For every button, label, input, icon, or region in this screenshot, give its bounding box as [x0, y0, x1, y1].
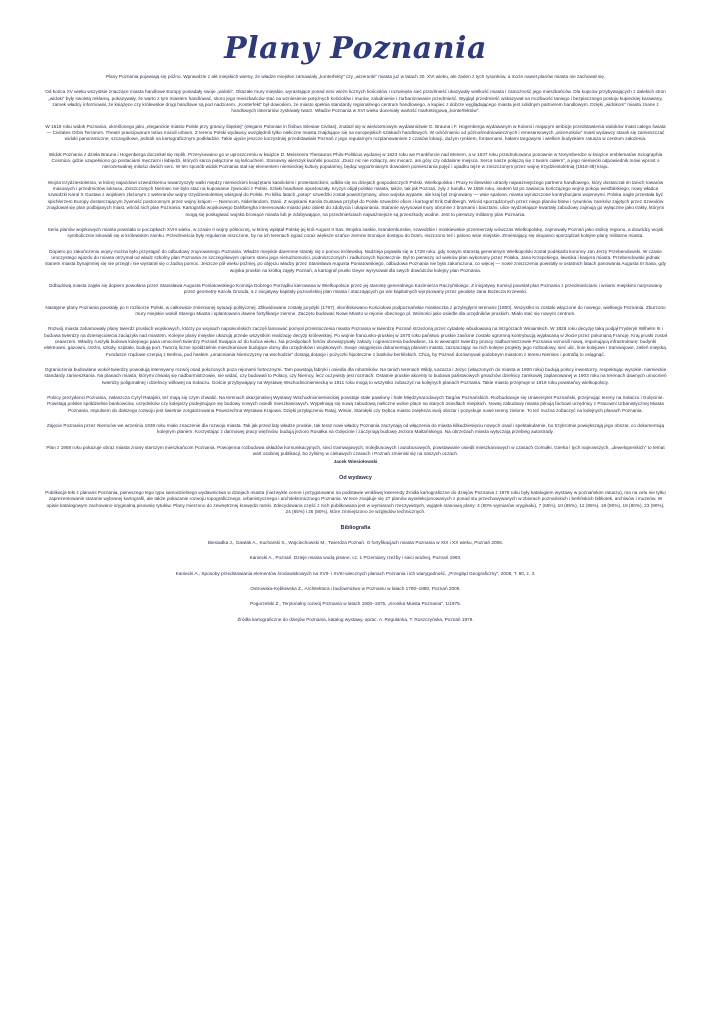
paragraph: Następne plany Poznania powstały po II rozbiorze Polski, w całkowicie zmienionej sytuacji politycznej. Zlikwidowane zostały jurydyki (1797), skonfiskowano Kościołowi podpoznańskie miasteczka z przyległymi terenami (1800). Wszystko to zostało włączone do nowego, wielkiego Poznania. Zburzono mury miejskie wokół Starego Miasta i splantowano dawne fortyfikacje ziemne. Zaczęto budować Nowe Miasto w rejonie obecnego pl. Wolności jako osiedle dla urzędników pruskich. Miało stać się nowym centrum.	[45, 304, 666, 316]
paragraph: Seria planów wojskowych miasta powstała w początkach XVIII wieku, w czasie II wojny północnej, w której wplątał Polskę jej król August II Sas. Wojska saskie, brandenburskie, szwedzkie i moskiewskie przemierzały wówczas Wielkopolskę, zajmowały Poznań jako stolicę regionu, a dowódcy wojsk symbolicznie lokowali się w królewskim zamku. Przedmieścia były regularnie niszczone, by na ich terenach sypać coraz większe szańce ziemne broniące dostępu do bram, niszczono też i palono wsie miejskie. Zmieniający się okupanci sporządzali kolejne plany militarne miasta.	[47, 226, 664, 239]
publisher-note: Publikacja teki z planami Poznania, pierwszego tego typu samodzielnego wydawnictwa w dziejach miasta (niezwykle cenne i przygotowane na podstawie wnikliwej kwerendy Źródła kartograficzne do dziejów Poznania z 1978 roku były katalogiem wystawy w poznańskim ratuszu), ma na celu nie tylko zaprezentowanie staranie wybranej kartografii, ale także pokazanie rozwoju topograficznego, urbanistycznego i architektonicznego Poznania. W tece znajduje się 27 planów wyselekcjonowanych z ponad stu przechowywanych w zbiorach poznańskich i berlińskich bibliotek, archiwów i muzeów. W opisie katalogowym zachowano oryginalną pisownię tytułów. Plany mierzono do zewnętrznej krawędzi ramki. Zdecydowana część z nich publikowana jest w wymiarach rzeczywistych, wyjątek stanowią plany: 4 (90% wymiarów oryginału), 7 (65%), 10 (85%), 12 (95%), 18 (80%), 19 (80%), 23 (90%), 24 (85%) i 26 (80%), które zmniejszono ze względów technicznych.	[45, 490, 666, 515]
paragraph: Widok Poznania z dzieła Brauna i Hogenberga doczekał się replik. Przerysowano go w uproszczeniu w książce D. Meissnera Thesaurus Philo-Politicus wydanej w 1623 roku we Frankfurcie nad Menem, a w 1637 roku przedrukowano ponownie w Norymberdze w książce emblematów Sciographia Cosmica, gdzie uzupełniono go postaciami męczarni i łabiędzi, których sarca połączone są łańcuchem. Stosowny wierszyk łaciński poucza: „Dusz nic nie rozłączy, ani mocarz, ani góry czy oddalone miejsca. Serca nasze połączą się z twoim ciałem”, a jego niemiecki odpowiednik mówi wprost o nierozerwalnej miłości dwóch serc. W ten sposób widok Poznania stał się elementem niemieckiej kultury popularnej, będąc wypomnianym dowodem pomieszania pojęć i upadku tejże w zniszczonym przez wojnę trzydziestoletnią (1618-48) kraju.	[48, 151, 663, 170]
paragraph: Wojna trzydziestoletnia, w której najazdowi szwedzkiemu towarzyszyły walki między niemieckimi książętami katolickimi i protestanckimi, odbiła się na dziejach gospodarczych Polski. Wielkopolska i Prusy Królewskie utraciły najważniejszego partnera handlowego, który dostarczał im tanich towarów masowych i przedmiotów luksusu. Zniszczonych Niemiec nie było stać na kupowanie żywności z Polski. Szlaki handlowe opustoszały. Kryzys objął polskie miasta, także, tak jak Poznań, żyły z handlu. W 1655 roku, siedem lat po zawarciu kończącego wojnę pokoju westfalskiego, nowy władca szwedzki Karol X Gustaw z wojskiem złożonym z weteranów wojny trzydziestoletniej wtargnął do Polski. Po kilku latach „potop” szwedzki został powstrzymany, obce wojska wyparte, ale kraj był zrujnowany — wsie spalone, miasta wyniszczone kontrybucjami wojennymi. Polska nagle przestała być spichlerzem Europy dostarczającym żywność postoronnym przez wojny krajom — Niemcom, Niderlandom, Danii. Z wojskami Karola Gustawa przybył do Polski szwedzki oficer i kartograf Erik Dahlbergh. Wśród sporządzonych przez niego planów bitew i rysunków zamków zajętych przez Szwedów znajdował się plan podbijanych miast, wśród nich plan Poznania. Kartografia wojskowego Dahlbergha interesowało miasto jako obiekt do zdobycia i ukaponania. Staranie wyrysował mury obronne z bramami i basztami, ulice wydzielające kwartały zabudowy zajmują go wyłącznie jako trakty, którymi mogą się posługiwać wojska broniące miasta lub je zdobywające, na przedmieściach najważniejsze są przeszkody wodne. Jest to pierwszy militarny plan Poznania.	[46, 179, 665, 217]
paragraph: Od końca XV wieku wszystkie znaczące miasta handlowe Europy posiadały swoje „widoki”. Okazałe mury miejskie, wyrastające ponad nimi wieże licznych kościołów i rozwinięta sieć przedmieść ukazywały wielkość miasta i zamożność jego mieszkańców. Dla kupców przybywających z dalekich stron „widoki” były swoistą reklamą, pokazywały, że warto z tym miastem handlować, skoro jego mieszkańców stać na wzniesienie potężnych kościołów i murów, zaludnienie i zurbanizowanie przedmieść. Wygląd przedmieść wskazywał na możliwość taniego i bezpiecznego postoju kupieckiej karawany, zamek władcy informował, że książęce czy królewskie drogi handlowe są pod nadzorem. „Konterfekt” był dowodem, że miasto spełnia standardy regionalnego centrum handlowego, a kupiec z dobrze wyglądającego miasta jest solidnym partnerem handlowym. Dzięki „widokom” miasta znane z handlowych itinerariów zyskiwały twarz. Władze Poznania w XVI wieku doceniały wartość marketingową „konterfektów”.	[45, 89, 666, 114]
paragraph: Dopiero po zakończeniu wojny można było przystąpić do odbudowy zrujnowanego Poznania. Władze miejskie daremnie starały się o pomoc królewską. Nadzieja pojawiła się w 1728 roku, gdy nowym starostą generalnym Wielkopolski został podskarbi koronny Jan Jerzy Przebendowski. W czasie uroczystego wjazdu do miasta otrzymał od władz szkolny plan Poznania ze szczegółowym opisem stanu jego nieruchomości, podniszczonych i zadłużonych hipotecznie. Był to pierwszy od wieków plan wykonany przez Polaka, Jana Krzepckiego, ławnika i kasjera miasta. Przebendowski jednak stanem miasta bynajmniej się nie przejął i nie wystarał się o żadną pomoc. Jeszcze pół wieku później, po objęciu władzy przez Stanisława Augusta Poniatowskiego, odbudowa Poznania nie była zakończona, co więcej — nowe zniszczenia powstały w ostatnich latach panowania Augusta III Sasa, gdy wojska pruskie na krótką zajęły Poznań, a kartograf pruski Geyer wyrysował dla swych dowódców kolejny plan Poznania.	[45, 248, 666, 273]
paragraph: Ograniczenia budowlane wokół twierdzy powodują intensywny rozwój osad położonych poza rejonami fortecznymi. Tam powstają fabryki i osiedla dla robotników. Na tanich terenach Wildy, Łazarza i Jeżyc (włączonych do miasta w 1900 roku) budują polscy inwestorzy, respektując wysokie, niemieckie standardy zamieszkania. Na planach miasta, którymi chwalą się nadburmistrzowie, nie widać, czy budowali to Polacy, czy Niemcy, lecz oczywisty jest rozmach. Ostatnie pruskie akcenty to budowa państwowych gmachów dzielnicy zamkowej zaplanowanej w 1903 roku na terenach dawnych umocnień twierdzy poligonalnej i dzielnicy willowej na Sołaczu. Goście przybywający na Wystawę Wschodnioniemiecką w 1911 roku mogą to wszystko zobaczyć na kolejnych planach Poznania. Takie miasto przejmuje w 1918 roku powstańcy wielkopolscy.	[44, 367, 667, 385]
paragraph: Plan z 1958 roku pokazuje obraz miasta znany starszym mieszkańcom Poznania. Powojenna rozbudowa układów komunikacyjnych, sieci tramwajowych, trolejbusowych i autobusowych, powstawanie osiedli mieszkaniowych w czasach Gomułki, Gierka i tych najnowszych, „deweloperskich” to temat wart osobnej publikacji, bo żyliśmy w ciekawych czasach i Poznań zmieniał się na naszych oczach.	[46, 444, 665, 457]
bibliography-entry: Pogorzelski Z., Terytorialny rozwój Poznania w latach 1900–1975, „Kronika Miasta Poznania”, 1/1975.	[250, 601, 461, 607]
page-title: Plany Poznania	[224, 31, 487, 66]
bibliography-entry: Kaniecki A., Sposoby przedstawiania elementów środowiskowych na XVII- i XVIII-wiecznych planach Poznania i ich wiarygodność, „Przegląd Geograficzny”, 2008, T. 80, z. 3.	[175, 570, 536, 576]
paragraph: Rozwój miasta zahamowały plany twierdz pruskich wojskowych, którzy po wojnach napoleońskich zaczęli lansować pomysł przeistoczenia miasta Poznania w twierdzę Poznań strzeżoną przez cytadelę wbudowaną na Wzgórzach Winiarskich. W 1828 roku decyzję taką podjął Fryderyk Wilhelm III i budowa twierdzy na dziesięciolecia zaciążyła nad miastem. Kolejne plany miejskie ukazują przede wszystkim realizację decyzji królewskiej. Po wojnie francusko-pruskiej w 1870 roku państwo pruskie zasilone zostało ogromną kontrybucją wypłacaną w złocie przez pokonaną Francję. Kraj pruski został ceaarzem. Władzy ruszyła budowa kolejnego pasa umocnień twierdzy Poznań trwająca aż do końca wieku. Na przedpolach fortów obowiązywały zakazy i ograniczenia budowlane, za to wewnątrz twierdzy pruscy nadburmistrzowie Poznania wznosili nową, imponującą infrastrukturę: budynki elektrowni, gazowni, rzeźni, szkoły, szpitale, budują port. Tworzą liczne spółdzielnie mieszkaniowe budujące domy dla urzędników i wojskowych. Swoje osiągnięcia dokumentują planami miasta, zaznaczając na nich kolejne projekty jego rozbudowy, sieć ulic, linie kolejowe i tramwajowe, zieleń miejską. Fundusze rządowe czerpią z Berlina, pod hasłem „umacniania Niemczyzny na wschodzie” dostają dotacje i pożyczki hipoteczne z banków berlińskich. Chcą, by Poznań dorównywał podobnym miastom z terenu Niemiec i potrafią to osiągnąć.	[44, 326, 667, 357]
paragraph: Odbudową miasta zajęła się dopiero powołana przez Stanisława Augusta Poniatowskiego Komisja Dobrego Porządku kierowana w Wielkopolsce przez jej starostę generalnego Kazimierza Raczyńskiego. Z inicjatywy Komisji powstał plan Poznania z przedmieściami i wsiami miejskimi narysowany przez geometrę Karola Grunda, a z inicjatywy kapituły poznańskiej plan miasta i otaczających go wsi kapitulnych wyrysowany przez geodetę Jana Bożecza Krzewski.	[48, 282, 663, 295]
document-body	[44, 74, 667, 632]
bibliography-heading: Bibliografia	[340, 524, 371, 531]
paragraph: W 1618 roku widok Poznania, określonego jako „eleganckie miasto Polski przy granicy śląskiej” (elegans Poloniae in finibus Silesiae Civitas), znalazł się w wielotomowym wydawnictwie G. Brauna i F. Hogenberga wydawanym w Kolonii i mającym ambicje przedstawienia widoków miast całego świata — Civitates Orbis Terrarum. Theatri praecipuarum totius mundi urbium. Z terenu Polski wydawcy uwzględnili tylko nieliczne miasta znajdujące się na europejskich szlakach handlowych. W odróżnieniu od późnośredniowiecznych i renesansowych „wizerunków” miast wydawcy starali się zamieszczać widoki panoramiczne, szczegółowe, jednak na kartograficznym podkładzie. Takie ujęcie jeszcze korzystniej przedstawiało Poznań z jego regularnym rozplanowaniem z czasów lokacji, dużym rynkiem, fontannami, hałami targowymi i wielkim budynkiem ratusza w centrum założenia.	[45, 123, 666, 142]
paragraph: Polscy prezydenci Poznania, zwłaszcza Cyryl Ratajski, też mają się czym chwalić. Na terenach okazjonalnej Wystawy Wschodnioniemieckiej powstaje stałe pawilony i hale Międzynarodowych Targów Poznańskich. Rozbudowuje się Uniwersytet Poznański, przejmując tereny na Sołaczu i Golęcinie. Powstają polskie spółdzielnie bankowców, urzędników czy kolejarzy podejmujące się budowy nowych osiedli mieszkaniowych. Wypełniają się nową zabudową nieliczne wolne place na starych osiedlach miejskich. Nowej zabudowy miasta pilnują fachowi urzędnicy z Pracowni Urbanistycznej Miasta Poznania. Impulsem do dalszego rozwoju jest świetnie zorganizowana Powszechna Wystawa Krajowa. Dzięki przyłączeniu Rataj, Winiar, Starołęki czy Dębca miasto zwiększa swój obszar i pozyskuje nowe tereny zielone. To też można zobaczyć na kolejnych planach Poznania.	[47, 395, 664, 413]
paragraph: Plany Poznania pojawiają się późno. Wprawdzie z akt miejskich wiemy, że władze miejskie zamawiały „konterfekty” czy „wizerunki” miasta już w latach 30. XVI wieku, ale żaden z tych rysunków, a może nawet planów miasta nie zachował się.	[105, 74, 606, 79]
bibliography-entry: Kaniecki A., Poznań. Dzieje miasta wodą pisane, cz. 1 Przemiany rzeźby i sieci wodnej, Poznań 1993.	[249, 555, 462, 561]
bibliography-entry: Źródła kartograficzne do dziejów Poznania, katalog wystawy, oprac. A. Regulanka, T. Ruszczyńska, Poznań 1978.	[237, 616, 474, 622]
bibliography-entry: Ostrowska-Kębłowska Z., Architektura i budownictwo w Poznaniu w latach 1780–1880, Poznań 2009.	[250, 585, 461, 591]
publisher-heading: Od wydawcy	[339, 474, 372, 481]
paragraph: Zajęcie Poznania przez Niemców we wrześniu 1939 roku miało znaczenie dla rozwoju miasta. Tak jak przed laty władze pruskie, tak teraz nowi władcy Poznania zaczynają od włączenia do miasta kilkudziesięciu nowych osad i spektakularnie, bo trzykrotnie powiększają jego obszar, co dokumentują kolejnym planem. Korzystając z darmowej pracy więźniów, budują jezioro Rusałka na Golęcinie i zaczynają budowę Jeziora Maltańskiego. Na obrzeżach miasta wytyczają przebieg autostrady.	[46, 423, 665, 435]
author-signature: Jacek Wiesiołowski	[333, 459, 378, 465]
bibliography-entry: Biesiadka J., Gawlak A., Kucharski S., Wojciechowski M., Twierdza Poznań. O fortyfikacjach miasta Poznania w XIX i XX wieku, Poznań 2006.	[207, 539, 504, 545]
